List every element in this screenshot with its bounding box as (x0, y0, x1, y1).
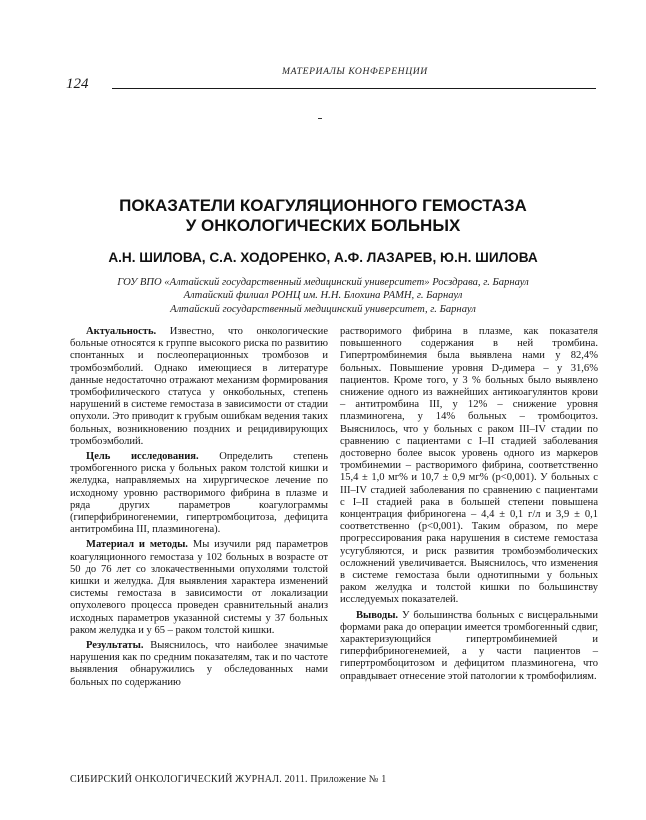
affiliation-1: ГОУ ВПО «Алтайский государственный медицинский университет» Росздрава, г. Барнаул (117, 277, 529, 288)
running-header: МАТЕРИАЛЫ КОНФЕРЕНЦИИ (282, 66, 428, 77)
results-paragraph (70, 640, 328, 689)
journal-footer: СИБИРСКИЙ ОНКОЛОГИЧЕСКИЙ ЖУРНАЛ. 2011. Приложение № 1 (70, 774, 387, 785)
relevance-text: Известно, что онкологические больные относятся к группе высокого риска по развитию спонтанных и послеоперационных тромбозов и тромбоэмболий. Однако имеющиеся в литературе данные недостаточно отражают механизм формирования тромбофилического статуса у онкобольных, степень нарушений в системе гемостаза в зависимости от стадии опухоли. Это приводит к грубым ошибкам ведения таких больных, возникновению поздних и рецидивирующих тромбоэмболий. (70, 326, 328, 447)
conclusions-text: У большинства больных с висцеральными формами рака до операции имеется тромбогенный сдвиг, характеризующийся гипертромбинемией и гиперфибриногенемией, а у части пациентов – гипертромбоцитозом и дефицитом плазминогена, что оправдывает отнесение этой патологии к тромбофилиям. (340, 609, 598, 682)
left-column (70, 326, 328, 689)
dash-mark (318, 118, 322, 119)
conclusions-paragraph (340, 610, 598, 683)
title-line-1: ПОКАЗАТЕЛИ КОАГУЛЯЦИОННОГО ГЕМОСТАЗА (119, 196, 527, 215)
methods-paragraph (70, 539, 328, 637)
results-heading: Результаты. (86, 640, 144, 652)
conclusions-heading: Выводы. (356, 609, 399, 621)
affiliations (60, 276, 586, 316)
header-rule (112, 88, 596, 89)
affiliation-2: Алтайский филиал РОНЦ им. Н.Н. Блохина РАМН, г. Барнаул (183, 290, 463, 302)
page-number: 124 (66, 76, 89, 92)
affiliation-3: Алтайский государственный медицинский университет, г. Барнаул (170, 303, 476, 315)
methods-text: Мы изучили ряд параметров коагуляционного гемостаза у 102 больных в возрасте от 50 до 76 лет со злокачественными опухолями толстой кишки и желудка. Для выявления характера изменений системы гемостаза в зависимости от локализации опухолевого процесса проведен сравнительный анализ исходных параметров указанной системы у 37 больных раком желудка и у 65 – раком толстой кишки. (70, 539, 329, 636)
author-list: А.Н. ШИЛОВА, С.А. ХОДОРЕНКО, А.Ф. ЛАЗАРЕВ, Ю.Н. ШИЛОВА (108, 250, 538, 265)
relevance-paragraph (70, 326, 328, 448)
aim-paragraph (70, 451, 328, 536)
right-column (340, 326, 598, 683)
aim-text: Определить степень тромбогенного риска у больных раком толстой кишки и желудка, направляемых на хирургическое лечение по исходному уровню растворимого фибрина в плазме и ряда других параметров коагулограммы (гиперфибриногенемии, гипертромбоцитоза, дефицита антитромбина III, плазминогена). (70, 451, 328, 536)
aim-heading: Цель исследования. (86, 451, 199, 463)
relevance-heading: Актуальность. (86, 326, 157, 337)
article-title (60, 196, 586, 236)
results-text: Выяснилось, что наиболее значимые нарушения как по средним показателям, так и по частоте выявления обнаружились у обследованных нами больных по содержанию (70, 640, 328, 688)
results-continuation: растворимого фибрина в плазме, как показателя повышенного содержания в ней тромбина. Гипертромбинемия была выявлена нами у 82,4% больных. Повышение уровня D-димера – у 31,6% пациентов. Кроме того, у 3 % больных было выявлено снижение одного из важнейших антикоагулянтов крови – антитромбина III, у 12% – снижение уровня плазминогена, у 14% больных – тромбоцитоз. Выяснилось, что у больных с раком III–IV стадии по сравнению с пациентами с I–II стадией заболевания достоверно более высок уровень одного из маркеров тромбинемии – растворимого фибрина, соответственно 15,4 ± 1,0 мг% и 10,7 ± 0,9 мг% (p<0,001). У больных с III–IV стадией заболевания по сравнению с пациентами с I–II стадией рака в большей степени повышена концентрация фибриногена – 4,4 ± 0,1 г/л и 3,9 ± 0,1 соответственно (p<0,001). Таким образом, по мере прогрессирования рака нарушения в системе гемостаза усугубляются, и риск развития тромбоэмболических осложнений увеличивается. Выяснилось, что изменения в системе гемостаза были однотипными у больных раком желудка и толстой кишки по большинству исследуемых показателей. (340, 326, 598, 606)
methods-heading: Материал и методы. (86, 539, 188, 551)
title-line-2: У ОНКОЛОГИЧЕСКИХ БОЛЬНЫХ (185, 216, 461, 235)
